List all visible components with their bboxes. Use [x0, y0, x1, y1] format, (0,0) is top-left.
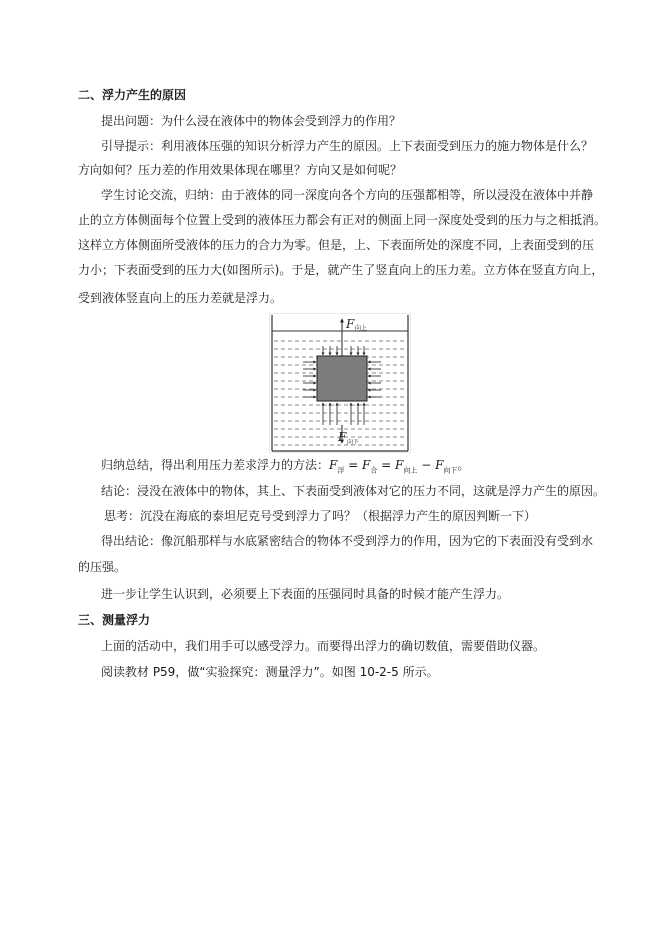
result-paragraph-line: 的压强。: [78, 560, 127, 574]
force-up-subscript: 向上: [355, 325, 368, 332]
reading-paragraph: 阅读教材 P59，做“实验探究：测量浮力”。如图 10-2-5 所示。: [101, 665, 439, 679]
section-heading-measure-buoyancy: 三、测量浮力: [78, 613, 151, 627]
hint-paragraph-line: 方向如何？压力差的作用效果体现在哪里？方向又是如何呢？: [78, 163, 403, 177]
section-heading-buoyancy-cause: 二、浮力产生的原因: [78, 88, 187, 102]
discussion-paragraph-line: 受到液体竖直向上的压力差就是浮力。: [78, 291, 283, 305]
hint-paragraph-line: 引导提示：利用液体压强的知识分析浮力产生的原因。上下表面受到压力的施力物体是什么？: [101, 139, 594, 153]
discussion-paragraph-line: 学生讨论交流，归纳：由于液体的同一深度向各个方向的压强都相等，所以浸没在液体中并静: [101, 188, 594, 202]
force-down-label: F: [338, 430, 347, 444]
summary-paragraph: [101, 457, 609, 478]
discussion-paragraph-line: 力小；下表面受到的压力大(如图所示)。于是，就产生了竖直向上的压力差。立方体在竖直方向上，: [78, 263, 604, 277]
discussion-paragraph-line: 止的立方体侧面每个位置上受到的液体压力都会有正对的侧面上同一深度处受到的压力与之相抵消。: [78, 213, 607, 227]
result-paragraph-line: 得出结论：像沉船那样与水底紧密结合的物体不受到浮力的作用，因为它的下表面没有受到水: [101, 534, 594, 548]
pressure-diagram-figure: [269, 313, 411, 453]
thinking-paragraph: 思考：沉没在海底的泰坦尼克号受到浮力了吗？（根据浮力产生的原因判断一下）: [104, 509, 537, 523]
conclusion-paragraph: 结论：浸没在液体中的物体，其上、下表面受到液体对它的压力不同，这就是浮力产生的原因。: [101, 484, 606, 498]
immersed-cube: [317, 356, 367, 401]
force-up-label: F: [346, 317, 355, 331]
further-paragraph: 进一步让学生认识到，必须要上下表面的压强同时具备的时候才能产生浮力。: [101, 587, 510, 601]
activity-paragraph: 上面的活动中，我们用手可以感受浮力。而要得出浮力的确切数值，需要借助仪器。: [101, 639, 546, 653]
question-paragraph: 提出问题：为什么浸在液体中的物体会受到浮力的作用？: [101, 114, 402, 128]
force-down-subscript: 向下: [347, 439, 360, 446]
summary-text: 归纳总结，得出利用压力差求浮力的方法：: [101, 458, 330, 472]
buoyancy-formula: $F_浮 = F_合 = F_{向上} - F_{向下}$。: [329, 458, 470, 475]
discussion-paragraph-line: 这样立方体侧面所受液体的压力的合力为零。但是，上、下表面所处的深度不同，上表面受到的压: [78, 238, 595, 252]
